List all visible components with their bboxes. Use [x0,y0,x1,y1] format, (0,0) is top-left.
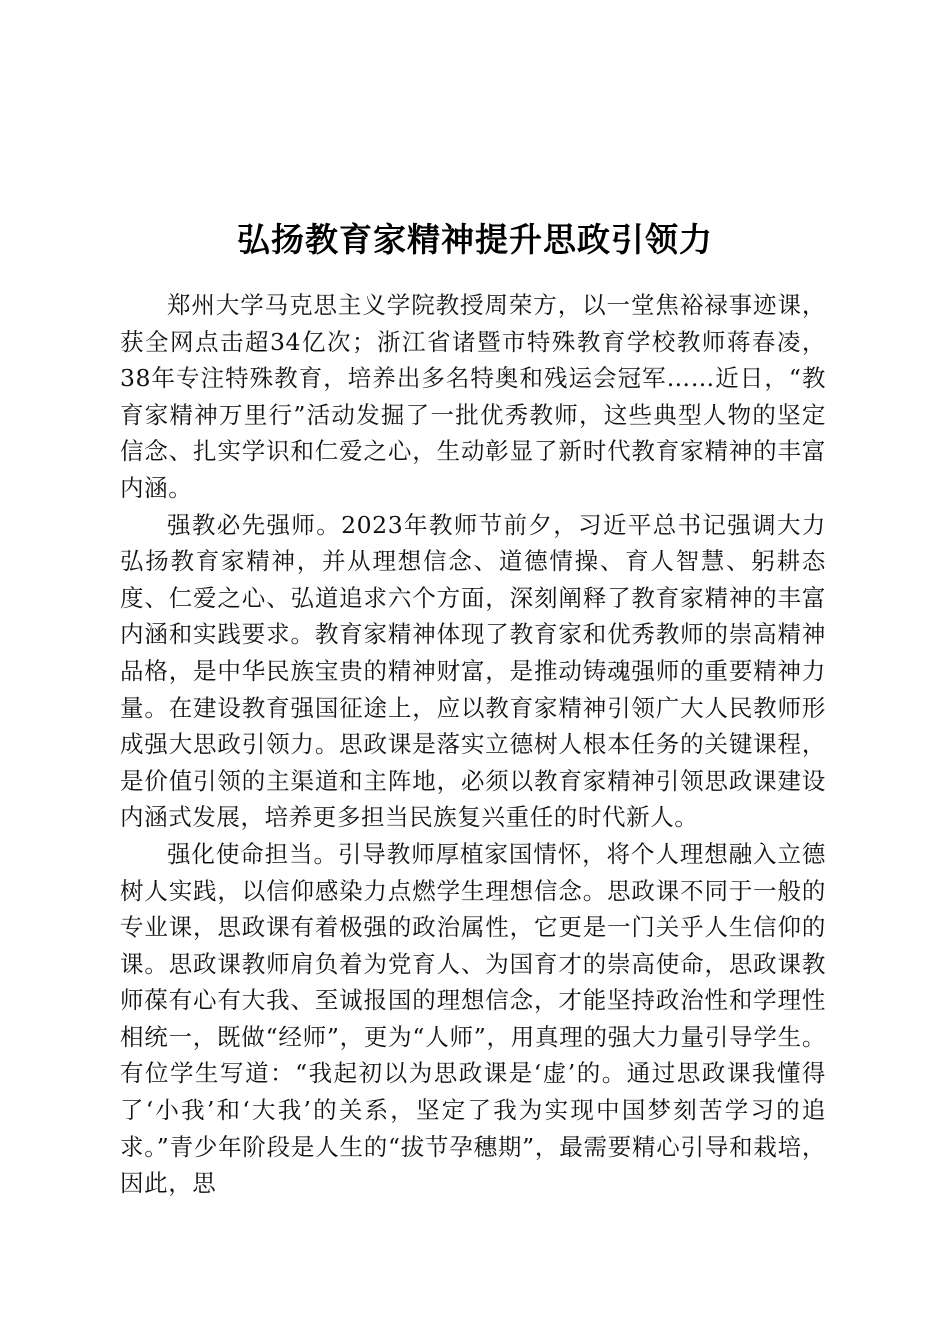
paragraph: 强化使命担当。引导教师厚植家国情怀，将个人理想融入立德树人实践，以信仰感染力点燃学生理想信念。思政课不同于一般的专业课，思政课有着极强的政治属性，它更是一门关乎人生信仰的课。思政课教师肩负着为党育人、为国育才的崇高使命，思政课教师葆有心有大我、至诚报国的理想信念，才能坚持政治性和学理性相统一，既做“经师”，更为“人师”，用真理的强大力量引导学生。有位学生写道：“我起初以为思政课是‘虚’的。通过思政课我懂得了‘小我’和‘大我’的关系，坚定了我为实现中国梦刻苦学习的追求。”青少年阶段是人生的“拔节孕穗期”，最需要精心引导和栽培，因此，思 [120,839,826,1198]
page-title: 弘扬教育家精神提升思政引领力 [237,220,713,260]
paragraph: 郑州大学马克思主义学院教授周荣方，以一堂焦裕禄事迹课，获全网点击超34亿次；浙江省诸暨市特殊教育学校教师蒋春凌，38年专注特殊教育，培养出多名特奥和残运会冠军……近日，“教育家精神万里行”活动发掘了一批优秀教师，这些典型人物的坚定信念、扎实学识和仁爱之心，生动彰显了新时代教育家精神的丰富内涵。 [120,291,826,502]
paragraph: 强教必先强师。2023年教师节前夕，习近平总书记强调大力弘扬教育家精神，并从理想信念、道德情操、育人智慧、躬耕态度、仁爱之心、弘道追求六个方面，深刻阐释了教育家精神的丰富内涵和实践要求。教育家精神体现了教育家和优秀教师的崇高精神品格，是中华民族宝贵的精神财富，是推动铸魂强师的重要精神力量。在建设教育强国征途上，应以教育家精神引领广大人民教师形成强大思政引领力。思政课是落实立德树人根本任务的关键课程，是价值引领的主渠道和主阵地，必须以教育家精神引领思政课建设内涵式发展，培养更多担当民族复兴重任的时代新人。 [120,510,826,832]
article-body [120,287,826,1202]
